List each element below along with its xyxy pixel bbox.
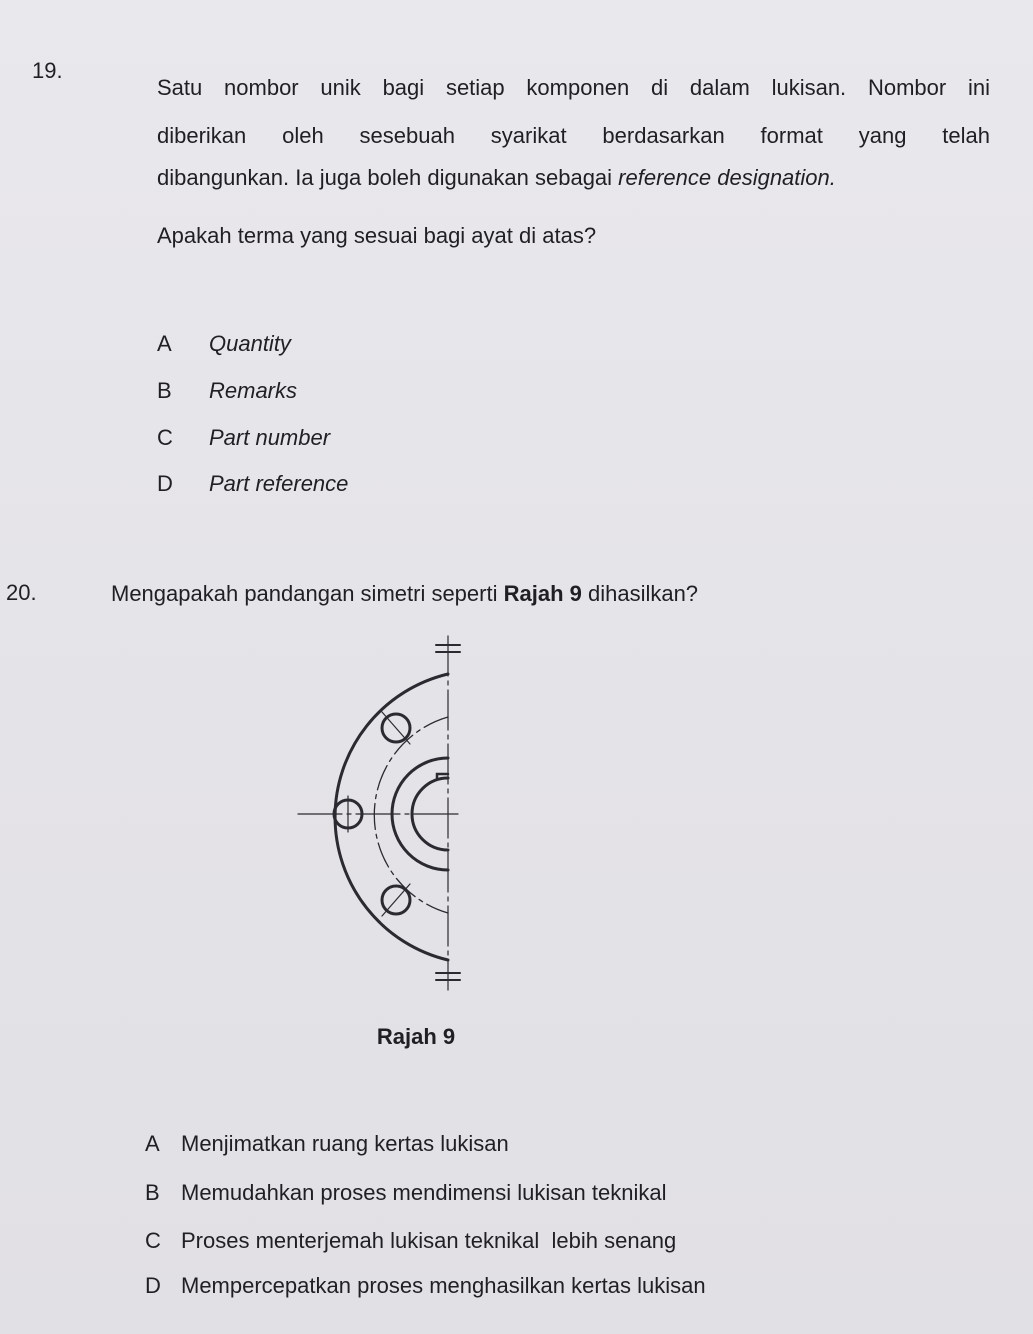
- question-19-prompt: Apakah terma yang sesuai bagi ayat di atas?: [157, 223, 597, 248]
- option-text: Part reference: [209, 471, 349, 496]
- option-letter: D: [145, 1273, 161, 1298]
- option-text: Part number: [209, 425, 331, 450]
- question-19-line-2: diberikan oleh sesebuah syarikat berdasarkan format yang telah: [157, 123, 990, 148]
- question-20-option-b[interactable]: [145, 1180, 666, 1206]
- option-letter: C: [157, 425, 173, 450]
- option-text: Remarks: [209, 378, 298, 403]
- option-letter: A: [145, 1131, 160, 1156]
- figure-caption: Rajah 9: [376, 1024, 456, 1049]
- option-letter: C: [145, 1228, 161, 1253]
- option-text: Quantity: [209, 331, 291, 356]
- question-19-number: 19.: [32, 58, 63, 83]
- option-letter: D: [157, 471, 173, 496]
- option-letter: B: [157, 378, 172, 403]
- reference-designation-term: reference designation.: [618, 165, 836, 190]
- option-text: Proses menterjemah lukisan teknikal lebih senang: [181, 1228, 677, 1253]
- question-20-prompt-text: Mengapakah pandangan simetri seperti: [111, 581, 504, 606]
- question-20-option-a[interactable]: [145, 1131, 509, 1157]
- question-19-line-1: Satu nombor unik bagi setiap komponen di dalam lukisan. Nombor ini: [157, 75, 990, 100]
- option-letter: B: [145, 1180, 160, 1205]
- question-20-prompt-end: dihasilkan?: [581, 581, 699, 606]
- option-letter: A: [157, 331, 172, 356]
- figure-reference: Rajah 9: [503, 581, 582, 606]
- option-text: Menjimatkan ruang kertas lukisan: [181, 1131, 509, 1156]
- question-20-option-d[interactable]: [145, 1273, 706, 1299]
- question-20-option-c[interactable]: [145, 1228, 676, 1254]
- question-20-number: 20.: [6, 580, 37, 605]
- question-19-line-3-text: dibangunkan. Ia juga boleh digunakan sebagai: [157, 165, 619, 190]
- option-text: Mempercepatkan proses menghasilkan kertas lukisan: [181, 1273, 706, 1298]
- option-text: Memudahkan proses mendimensi lukisan teknikal: [181, 1180, 667, 1205]
